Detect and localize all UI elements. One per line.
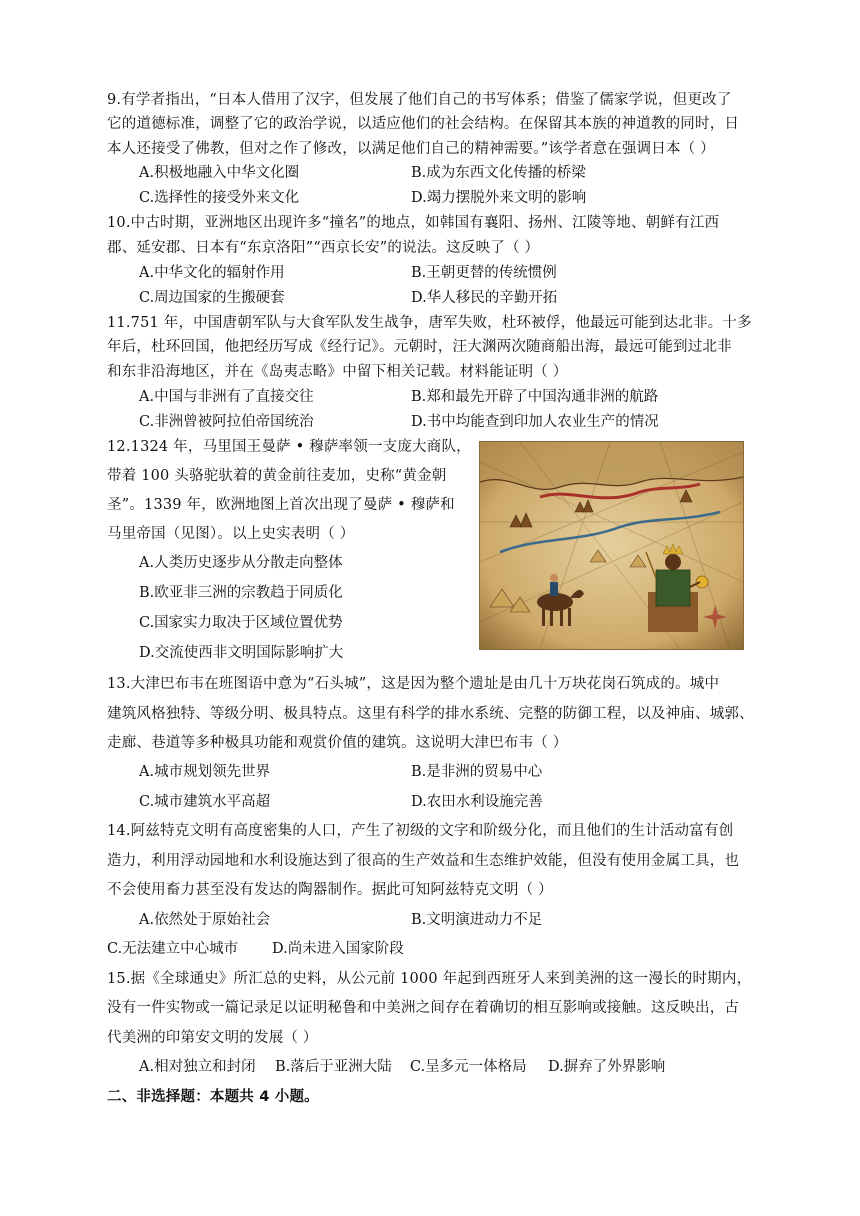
q9-option-b: B.成为东西文化传播的桥梁	[411, 165, 586, 181]
q9-option-a: A.积极地融入中华文化圈	[139, 165, 300, 181]
q12-option-d: D.交流使西非文明国际影响扩大	[139, 645, 344, 661]
q9-line-1: 9.有学者指出，“日本人借用了汉字，但发展了他们自己的书写体系；借鉴了儒家学说，但更改了	[107, 92, 732, 108]
q9-line-2: 它的道德标准，调整了它的政治学说，以适应他们的社会结构。在保留其本族的神道教的同时，日	[107, 116, 740, 132]
q10-option-a: A.中华文化的辐射作用	[139, 265, 285, 281]
q9-option-d: D.竭力摆脱外来文明的影响	[411, 190, 587, 206]
q12-option-a: A.人类历史逐步从分散走向整体	[139, 555, 343, 571]
q14-line-1: 14.阿兹特克文明有高度密集的人口，产生了初级的文字和阶级分化，而且他们的生计活动富有创	[107, 823, 734, 839]
q13-line-1: 13.大津巴布韦在班图语中意为“石头城”，这是因为整个遗址是由几十万块花岗石筑成的。城中	[107, 676, 720, 692]
q9-option-c: C.选择性的接受外来文化	[139, 190, 300, 206]
q11-line-3: 和东非沿海地区，并在《岛夷志略》中留下相关记载。材料能证明（ ）	[107, 364, 568, 380]
q11-option-b: B.郑和最先开辟了中国沟通非洲的航路	[411, 389, 659, 405]
q12-line-4: 马里帝国（见图）。以上史实表明（ ）	[107, 526, 355, 542]
q14-option-d: D.尚未进入国家阶段	[272, 941, 404, 957]
q14-line-2: 造力，利用浮动园地和水利设施达到了很高的生产效益和生态维护效能，但没有使用金属工具，也	[107, 853, 740, 869]
q15-option-c: C.呈多元一体格局	[410, 1059, 527, 1075]
q9-line-3: 本人还接受了佛教，但对之作了修改，以满足他们自己的精神需要。”该学者意在强调日本（ ）	[107, 141, 715, 157]
q14-option-c: C.无法建立中心城市	[107, 941, 239, 957]
q10-line-1: 10.中古时期，亚洲地区出现许多“撞名”的地点，如韩国有襄阳、扬州、江陵等地、朝鲜有江西	[107, 215, 720, 231]
q11-option-a: A.中国与非洲有了直接交往	[139, 389, 314, 405]
q14-option-b: B.文明演进动力不足	[411, 912, 543, 928]
q12-line-2: 带着 100 头骆驼驮着的黄金前往麦加，史称“黄金朝	[107, 468, 447, 484]
catalan-atlas-map-image	[479, 441, 744, 650]
q14-line-3: 不会使用畜力甚至没有发达的陶器制作。据此可知阿兹特克文明（ ）	[107, 882, 553, 898]
q15-option-b: B.落后于亚洲大陆	[275, 1059, 392, 1075]
q11-option-c: C.非洲曾被阿拉伯帝国统治	[139, 414, 314, 430]
q15-line-2: 没有一件实物或一篇记录足以证明秘鲁和中美洲之间存在着确切的相互影响或接触。这反映出，古	[107, 1000, 740, 1016]
q15-line-3: 代美洲的印第安文明的发展（ ）	[107, 1030, 318, 1046]
q13-line-3: 走廊、巷道等多种极具功能和观赏价值的建筑。这说明大津巴布韦（ ）	[107, 735, 568, 751]
q15-option-d: D.摒弃了外界影响	[548, 1059, 666, 1075]
q11-line-2: 年后，杜环回国，他把经历写成《经行记》。元朝时，汪大渊两次随商船出海，最远可能到过北非	[107, 339, 732, 355]
q13-option-c: C.城市建筑水平高超	[139, 794, 271, 810]
q12-line-1: 12.1324 年，马里国王曼萨 • 穆萨率领一支庞大商队，	[107, 439, 471, 455]
q12-line-3: 圣”。1339 年，欧洲地图上首次出现了曼萨 • 穆萨和	[107, 497, 455, 513]
q15-option-a: A.相对独立和封闭	[139, 1059, 256, 1075]
section-2-heading: 二、非选择题：本题共 4 小题。	[107, 1089, 319, 1105]
q10-line-2: 郡、延安郡、日本有“东京洛阳”“西京长安”的说法。这反映了（ ）	[107, 240, 540, 256]
q13-line-2: 建筑风格独特、等级分明、极具特点。这里有科学的排水系统、完整的防御工程，以及神庙、城郭、	[107, 706, 754, 722]
q15-line-1: 15.据《全球通史》所汇总的史料，从公元前 1000 年起到西班牙人来到美洲的这一漫长的时期内，	[107, 971, 752, 987]
q13-option-d: D.农田水利设施完善	[411, 794, 543, 810]
q10-option-d: D.华人移民的辛勤开拓	[411, 290, 558, 306]
q10-option-b: B.王朝更替的传统惯例	[411, 265, 557, 281]
q14-option-a: A.依然处于原始社会	[139, 912, 271, 928]
q11-line-1: 11.751 年，中国唐朝军队与大食军队发生战争，唐军失败，杜环被俘，他最远可能到达北非。十多	[107, 315, 752, 331]
q13-option-a: A.城市规划领先世界	[139, 764, 271, 780]
q11-option-d: D.书中均能查到印加人农业生产的情况	[411, 414, 659, 430]
q13-option-b: B.是非洲的贸易中心	[411, 764, 543, 780]
q12-option-c: C.国家实力取决于区域位置优势	[139, 615, 343, 631]
q12-option-b: B.欧亚非三洲的宗教趋于同质化	[139, 585, 343, 601]
q10-option-c: C.周边国家的生搬硬套	[139, 290, 285, 306]
